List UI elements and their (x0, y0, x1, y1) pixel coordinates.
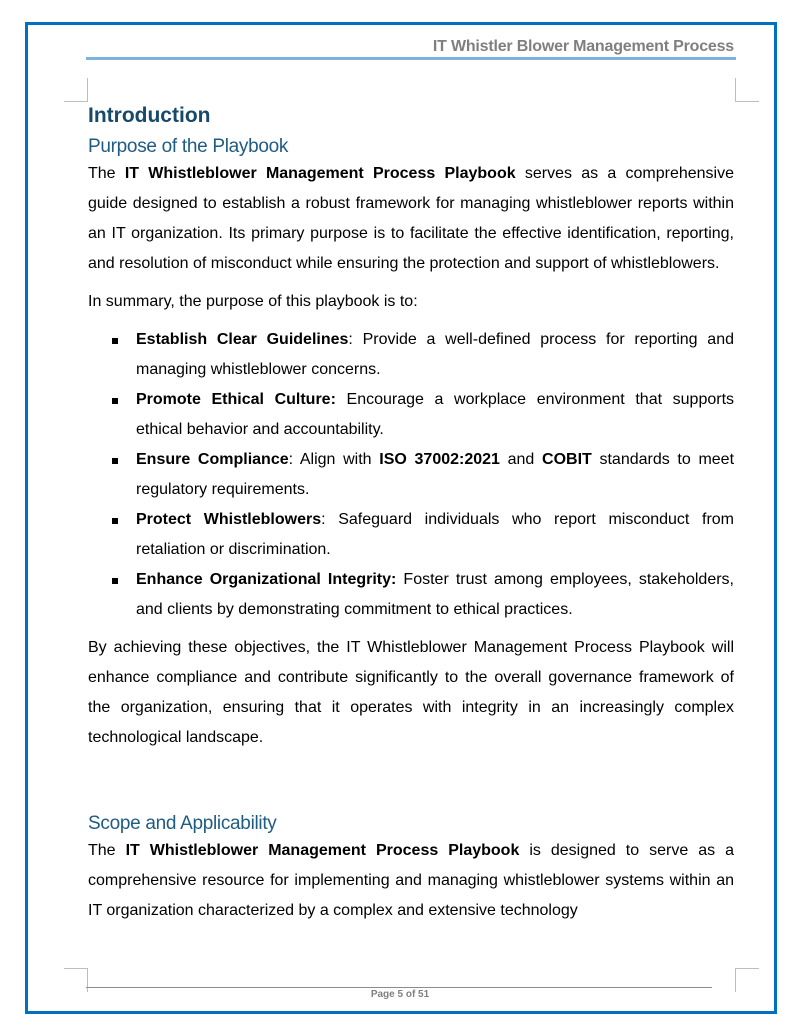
list-item: Ensure Compliance: Align with ISO 37002:2021 and COBIT standards to meet regulatory requirements. (88, 445, 734, 505)
list-item: Protect Whistleblowers: Safeguard individuals who report misconduct from retaliation or discrimination. (88, 505, 734, 565)
crop-mark-top-left (64, 78, 88, 102)
square-bullet-icon (112, 578, 118, 584)
purpose-paragraph: The IT Whistleblower Management Process Playbook serves as a comprehensive guide designed to establish a robust framework for managing whistleblower reports within an IT organization. Its primary purpose is to facilitate the effective identification, reporting, and resolution of misconduct while ensuring the protection and support of whistleblowers. (88, 165, 735, 272)
summary-intro: In summary, the purpose of this playbook is to: (88, 293, 418, 310)
running-header-title: IT Whistler Blower Management Process (432, 38, 734, 55)
list-item: Promote Ethical Culture: Encourage a workplace environment that supports ethical behavior and accountability. (88, 385, 734, 445)
square-bullet-icon (112, 458, 118, 464)
playbook-name-bold: IT Whistleblower Management Process Playbook (125, 842, 520, 859)
square-bullet-icon (112, 518, 118, 524)
crop-mark-top-right (735, 78, 759, 102)
list-item: Enhance Organizational Integrity: Foster trust among employees, stakeholders, and clients by demonstrating commitment to ethical practices. (88, 565, 734, 625)
section-heading-introduction: Introduction (88, 104, 211, 127)
playbook-name-bold: IT Whistleblower Management Process Playbook (124, 165, 516, 182)
subheading-scope: Scope and Applicability (88, 813, 277, 834)
spacer (88, 753, 734, 809)
footer-rule (86, 987, 712, 988)
header-rule (86, 57, 736, 60)
page-number: Page 5 of 51 (370, 989, 430, 1000)
list-item: Establish Clear Guidelines: Provide a well-defined process for reporting and managing whistleblower concerns. (88, 325, 734, 385)
purpose-bullet-list (88, 325, 734, 625)
subheading-purpose: Purpose of the Playbook (88, 136, 289, 157)
page-content (88, 100, 734, 926)
square-bullet-icon (112, 398, 118, 404)
square-bullet-icon (112, 338, 118, 344)
conclusion-paragraph: By achieving these objectives, the IT Whistleblower Management Process Playbook will enhance compliance and contribute significantly to the overall governance framework of the organization, ensuring that it operates with integrity in an increasingly complex technological landscape. (88, 639, 734, 746)
scope-paragraph: The IT Whistleblower Management Process Playbook is designed to serve as a comprehensive resource for implementing and managing whistleblower systems within an IT organization characterized by a complex and extensive technology (88, 842, 735, 919)
